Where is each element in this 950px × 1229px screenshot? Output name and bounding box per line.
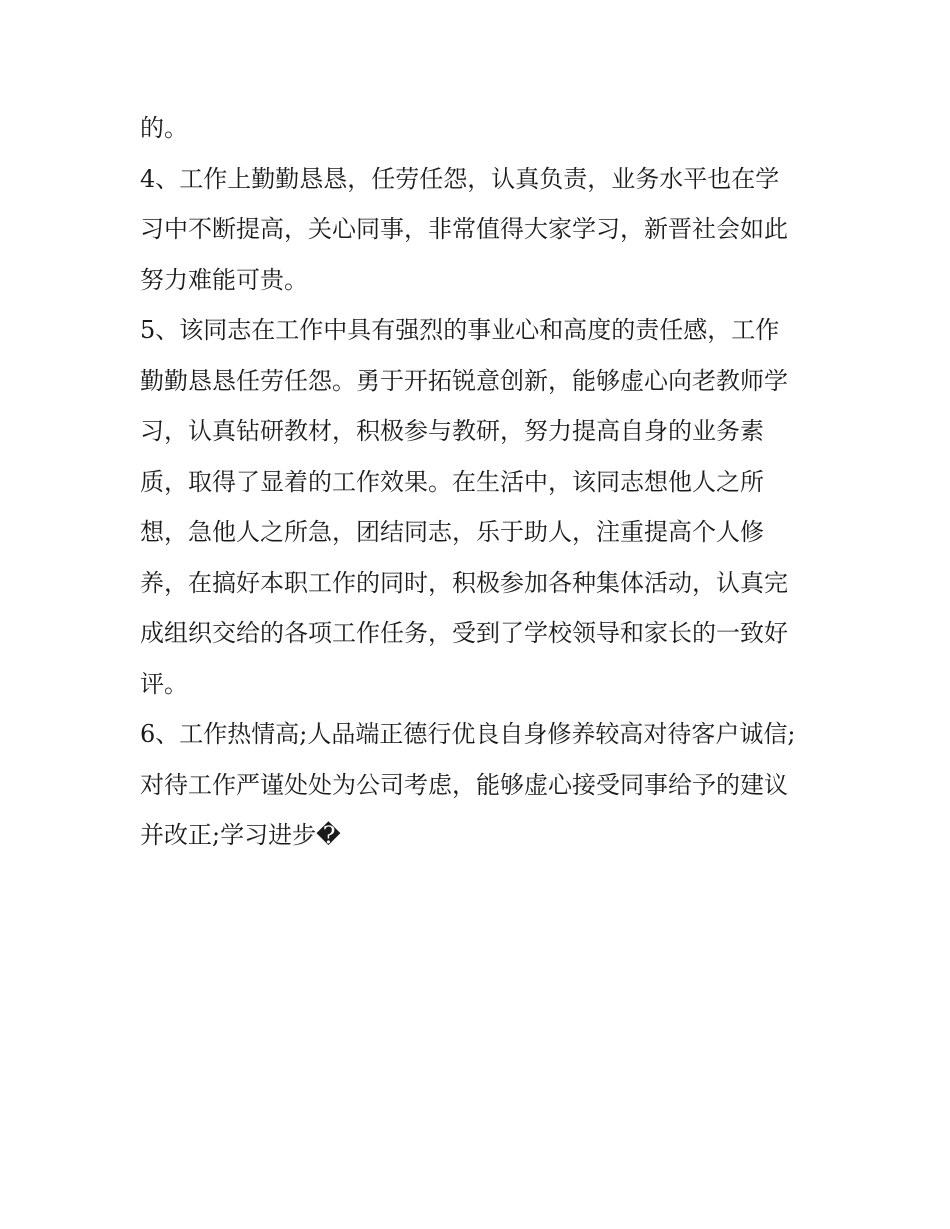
text-line: 评。 [140,669,188,698]
text-line: 养，在搞好本职工作的同时，积极参加各种集体活动，认真完 [140,568,788,597]
text-line: 5、该同志在工作中具有强烈的事业心和高度的责任感，工作 [140,316,780,344]
text-line: 对待工作严谨处处为公司考虑，能够虚心接受同事给予的建议 [140,770,788,799]
text-line: 努力难能可贵。 [140,265,308,294]
text-line: 习中不断提高，关心同事，非常值得大家学习，新晋社会如此 [140,215,788,243]
document-body [140,103,820,861]
text-line: 勤勤恳恳任劳任怨。勇于开拓锐意创新，能够虚心向老教师学 [140,366,788,395]
text-line: 习，认真钻研教材，积极参与教研，努力提高自身的业务素 [140,417,764,445]
text-line: 并改正;学习进步� [140,821,341,849]
text-line: 的。 [140,114,188,142]
text-line: 4、工作上勤勤恳恳，任劳任怨，认真负责，业务水平也在学 [140,164,780,193]
text-line: 成组织交给的各项工作任务，受到了学校领导和家长的一致好 [140,619,788,647]
text-line: 6、工作热情高;人品端正德行优良自身修养较高对待客户诚信; [140,720,796,748]
text-line: 想，急他人之所急，团结同志，乐于助人，注重提高个人修 [140,518,764,546]
text-line: 质，取得了显着的工作效果。在生活中，该同志想他人之所 [140,467,764,496]
